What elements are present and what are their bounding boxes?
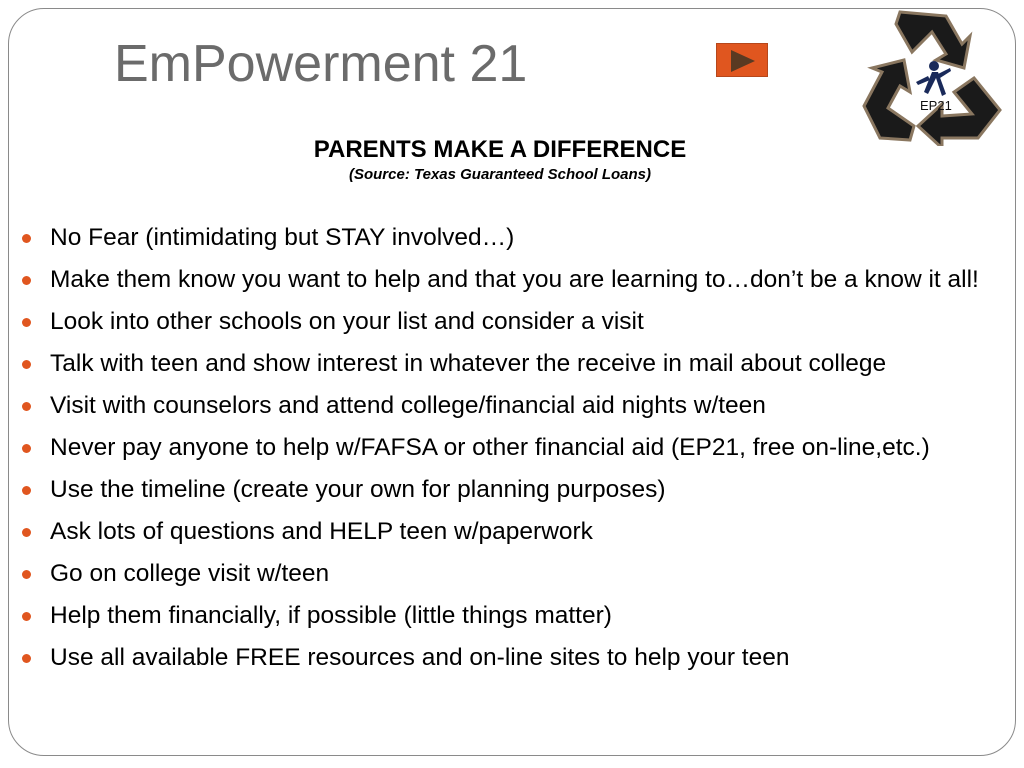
bullet-text: Use the timeline (create your own for planning purposes) (50, 476, 666, 503)
play-arrow-icon (717, 44, 769, 78)
bullet-item (22, 473, 982, 507)
bullet-text: Look into other schools on your list and consider a visit (50, 308, 644, 335)
bullet-item (22, 515, 982, 549)
subtitle-block (0, 136, 1000, 183)
bullet-text: Ask lots of questions and HELP teen w/paperwork (50, 518, 593, 545)
bullet-text: Make them know you want to help and that you are learning to…don’t be a know it all! (50, 266, 979, 293)
bullet-item (22, 431, 982, 465)
bullet-text: Use all available FREE resources and on-line sites to help your teen (50, 644, 790, 671)
bullet-dot-icon (22, 276, 31, 285)
bullet-dot-icon (22, 360, 31, 369)
next-slide-button[interactable] (716, 43, 768, 77)
bullet-dot-icon (22, 234, 31, 243)
bullet-text: Go on college visit w/teen (50, 560, 330, 587)
bullet-item (22, 389, 982, 423)
ep21-recycle-logo (858, 6, 1006, 146)
bullet-text: Never pay anyone to help w/FAFSA or other financial aid (EP21, free on-line,etc.) (50, 434, 930, 461)
bullet-dot-icon (22, 570, 31, 579)
slide-subtitle: PARENTS MAKE A DIFFERENCE (313, 136, 687, 163)
bullet-item (22, 347, 982, 381)
bullet-item (22, 599, 982, 633)
bullet-dot-icon (22, 612, 31, 621)
bullet-item (22, 557, 982, 591)
bullet-item (22, 305, 982, 339)
bullet-dot-icon (22, 486, 31, 495)
bullet-item (22, 641, 982, 675)
bullet-text: Visit with counselors and attend college/financial aid nights w/teen (50, 392, 766, 419)
bullet-text: No Fear (intimidating but STAY involved…) (50, 224, 515, 251)
bullet-text: Talk with teen and show interest in whatever the receive in mail about college (50, 350, 887, 377)
bullet-item (22, 263, 982, 297)
bullet-item (22, 221, 982, 255)
bullet-dot-icon (22, 402, 31, 411)
recycle-arrows-icon (858, 6, 1006, 146)
bullet-dot-icon (22, 528, 31, 537)
bullet-list (22, 221, 982, 683)
bullet-dot-icon (22, 444, 31, 453)
bullet-dot-icon (22, 318, 31, 327)
slide-title: EmPowerment 21 (114, 35, 528, 93)
source-citation: (Source: Texas Guaranteed School Loans) (348, 165, 651, 183)
bullet-text: Help them financially, if possible (little things matter) (50, 602, 612, 629)
bullet-dot-icon (22, 654, 31, 663)
logo-label: EP21 (920, 98, 952, 113)
